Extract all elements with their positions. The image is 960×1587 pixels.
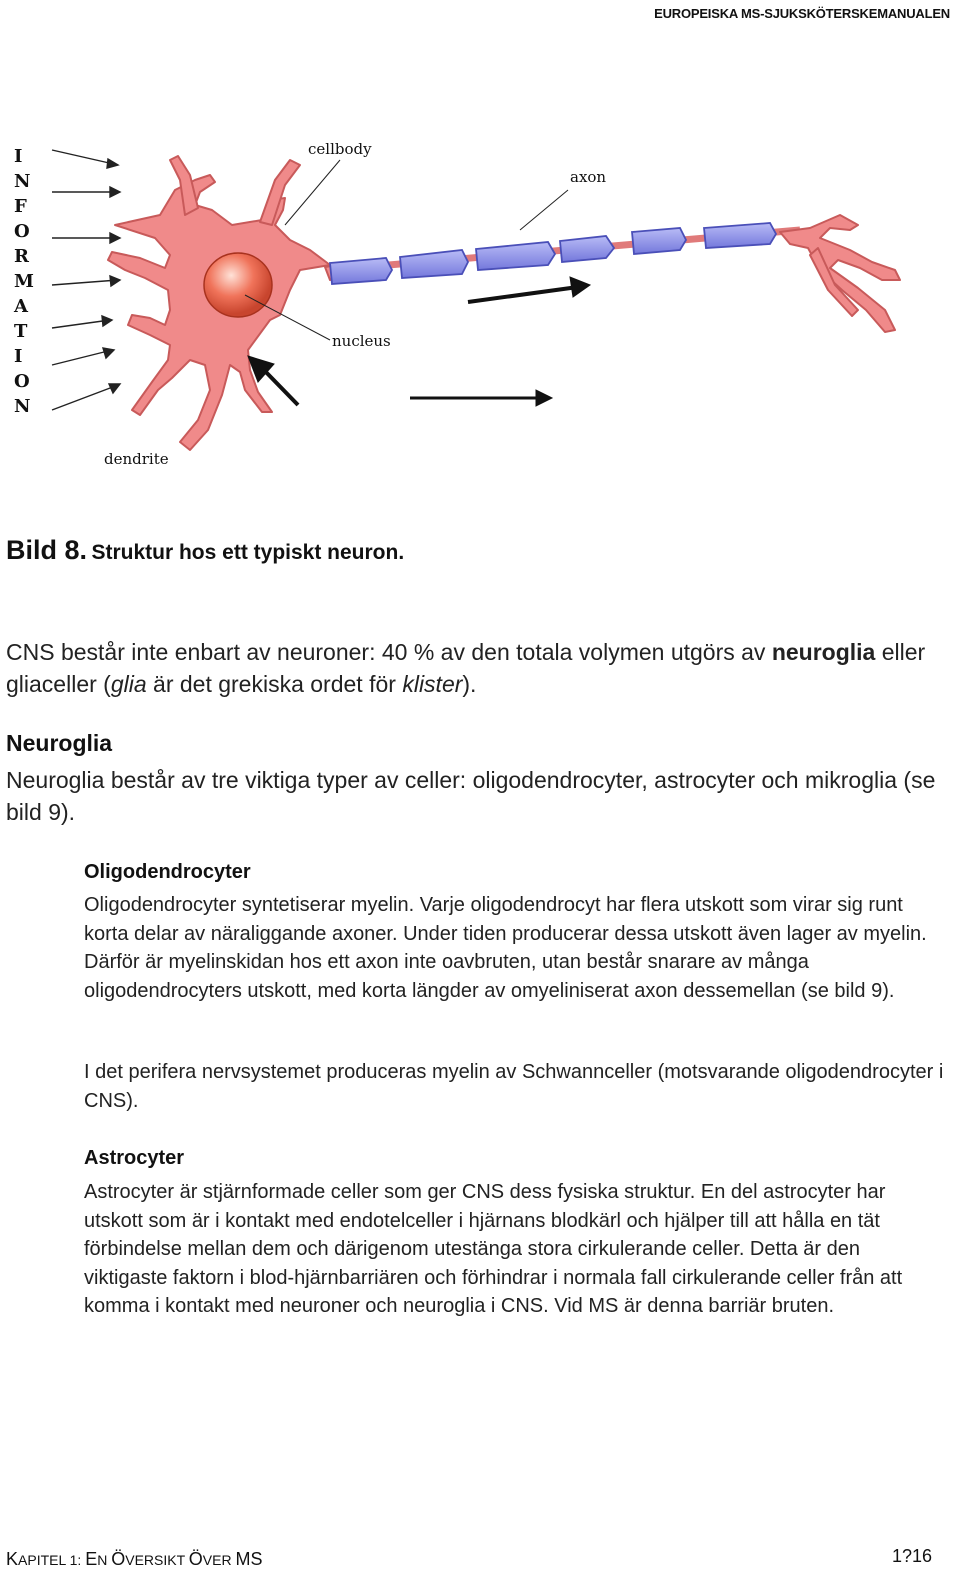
caption-text: Struktur hos ett typiskt neuron. bbox=[91, 541, 405, 564]
intro-text-1: CNS består inte enbart av neuroner: 40 % av den totala volymen utgörs av bbox=[6, 639, 772, 665]
schwann-paragraph: I det perifera nervsystemet produceras myelin av Schwannceller (motsvarande oligodendrocyter i CNS). bbox=[84, 1061, 944, 1112]
figure-caption bbox=[6, 535, 404, 566]
input-arrows bbox=[52, 150, 120, 410]
information-letter: A bbox=[14, 296, 28, 317]
footer-o1: Ö bbox=[111, 1549, 126, 1569]
neuroglia-heading: Neuroglia bbox=[6, 730, 113, 756]
cell-body-label: cellbody bbox=[308, 140, 372, 158]
information-letter: F bbox=[14, 196, 27, 217]
footer-k: K bbox=[6, 1549, 19, 1569]
myelin-sheath bbox=[330, 223, 776, 284]
information-letter: N bbox=[14, 171, 31, 192]
intro-italic-glia: glia bbox=[110, 671, 147, 697]
information-letter: O bbox=[14, 221, 30, 242]
intro-bold-term: neuroglia bbox=[771, 639, 876, 665]
information-letter: T bbox=[14, 321, 28, 342]
intro-text-3: är det grekiska ordet för bbox=[146, 671, 403, 697]
running-header: EUROPEISKA MS-SJUKSKÖTERSKEMANUALEN bbox=[654, 6, 950, 21]
intro-paragraph bbox=[6, 636, 946, 700]
information-letter: I bbox=[14, 346, 23, 367]
footer-o2: Ö bbox=[188, 1549, 203, 1569]
neuron-figure bbox=[0, 120, 960, 490]
nucleus-label: nucleus bbox=[332, 332, 391, 350]
axon-terminal bbox=[780, 215, 900, 332]
page-number: 1?16 bbox=[891, 1546, 932, 1566]
neuron-diagram bbox=[0, 120, 960, 490]
astrocyter-paragraph: Astrocyter är stjärnformade celler som ger CNS dess fysiska struktur. En del astrocyter har utskott som är i kontakt med endotelceller i hjärnans blodkärl och hjälper till att hålla en tät förbindelse mellan dem och därigenom utestänga stora cirkulerande celler. Detta är den viktigaste faktorn i blod-hjärnbarriären och förhindrar i normala fall cirkulerande celler från att komma i kontakt med neuroner och neuroglia i CNS. Vid MS är denna barriär bruten. bbox=[84, 1181, 903, 1317]
footer-t4: VER bbox=[202, 1552, 236, 1568]
intro-text-4: ). bbox=[462, 671, 477, 697]
footer-t1: APITEL 1: bbox=[18, 1552, 86, 1568]
nucleus-shape bbox=[204, 253, 272, 317]
information-letter: N bbox=[14, 396, 31, 417]
intro-italic-klister: klister bbox=[402, 671, 463, 697]
neuroglia-paragraph: Neuroglia består av tre viktiga typer av celler: oligodendrocyter, astrocyter och mikroglia (se bild 9). bbox=[6, 767, 936, 825]
signal-arrows bbox=[248, 277, 590, 406]
caption-number: Bild 8. bbox=[6, 535, 88, 565]
information-letter: O bbox=[14, 371, 30, 392]
information-letter: R bbox=[14, 246, 29, 267]
oligodendrocyter-heading: Oligodendrocyter bbox=[84, 861, 251, 883]
oligodendrocyter-paragraph: Oligodendrocyter syntetiserar myelin. Varje oligodendrocyt har flera utskott som virar sig runt korta delar av näraliggande axoner. Under tiden producerar dessa utskott även lager av myelin. Därför är myelinskidan hos ett axon inte oavbruten, utan består snarare av många oligodendrocyters utskott, med korta längder av omyeliniserat axon dessemellan (se bild 9). bbox=[84, 894, 927, 1002]
dendrite-label: dendrite bbox=[104, 450, 169, 468]
information-letter: I bbox=[14, 146, 23, 167]
axon-label: axon bbox=[570, 168, 607, 186]
intro-text-2: eller gliaceller ( bbox=[6, 639, 926, 697]
astrocyter-heading: Astrocyter bbox=[84, 1147, 185, 1169]
footer-ms: MS bbox=[235, 1549, 263, 1569]
footer-chapter bbox=[6, 1549, 262, 1570]
footer-t3: VERSIKT bbox=[125, 1552, 189, 1568]
information-letters bbox=[13, 146, 34, 417]
footer-e: E bbox=[85, 1549, 98, 1569]
information-letter: M bbox=[14, 271, 34, 292]
footer-t2: N bbox=[97, 1552, 112, 1568]
